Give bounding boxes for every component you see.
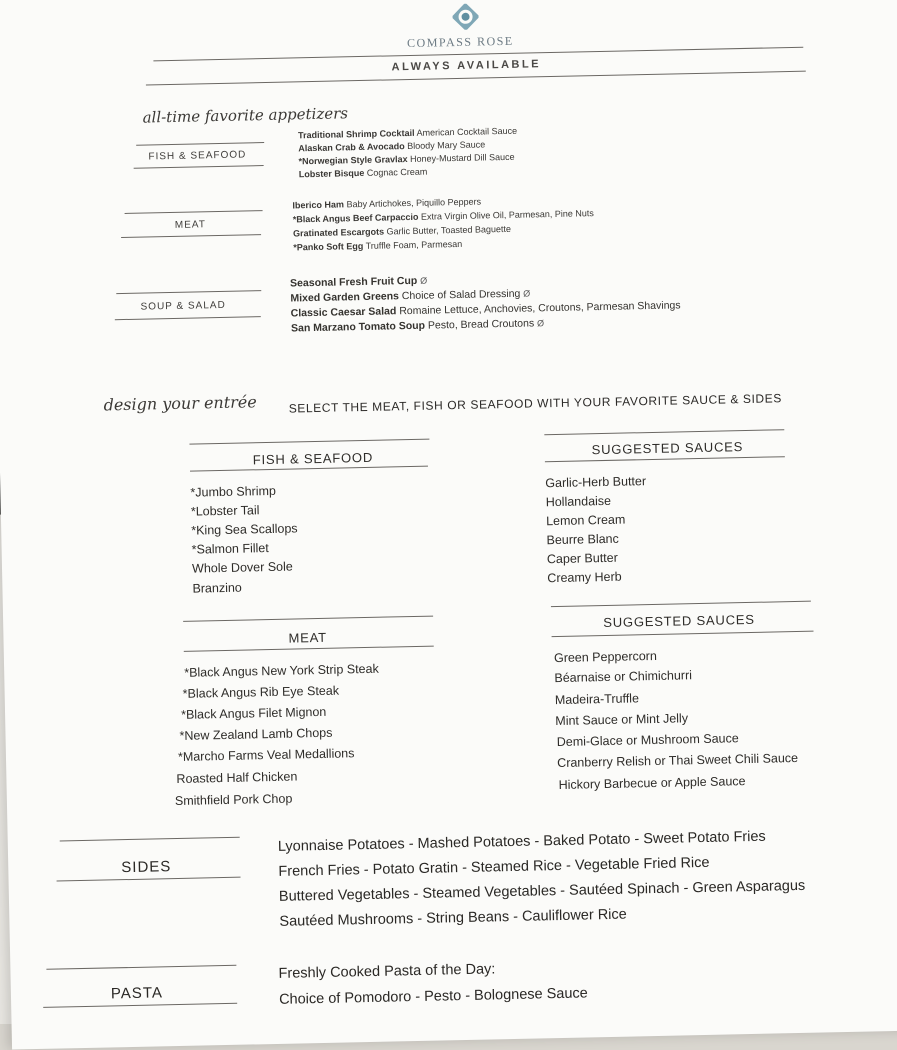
sauce-item: Madeira-Truffle — [554, 691, 640, 708]
sauce-item: Béarnaise or Chimichurri — [554, 668, 693, 686]
sides-line: French Fries - Potato Gratin - Steamed Rice - Vegetable Fried Rice — [278, 854, 710, 880]
divider — [125, 210, 263, 214]
menu-item: *Norwegian Style Gravlax Honey-Mustard Dill Sauce — [298, 151, 515, 167]
meat-item: Smithfield Pork Chop — [174, 791, 293, 809]
sauce-item: Hollandaise — [545, 493, 612, 510]
divider — [46, 965, 236, 970]
menu-item: Lobster Bisque Cognac Cream — [298, 166, 428, 180]
pasta-line: Freshly Cooked Pasta of the Day: — [278, 961, 496, 982]
divider — [551, 601, 811, 607]
sauce-item: Lemon Cream — [545, 512, 626, 529]
menu-item: Alaskan Crab & Avocado Bloody Mary Sauce — [298, 139, 486, 154]
sauce-item: Cranberry Relish or Thai Sweet Chili Sauce — [557, 750, 799, 771]
entree-title: design your entrée — [103, 392, 257, 415]
divider — [552, 631, 814, 637]
divider — [545, 456, 785, 462]
brand-name: COMPASS ROSE — [406, 33, 514, 51]
compass-rose-logo-icon — [452, 4, 479, 31]
sauce-item: Caper Butter — [546, 550, 618, 567]
sauce-item: Garlic-Herb Butter — [545, 474, 647, 491]
divider — [115, 316, 261, 320]
divider — [184, 646, 434, 652]
meat-header: MEAT — [288, 629, 328, 646]
divider — [190, 466, 428, 472]
sides-line: Buttered Vegetables - Steamed Vegetables - Sautéed Spinach - Green Asparagus — [278, 877, 806, 905]
meat-item: *Black Angus Rib Eye Steak — [182, 683, 340, 701]
meat-item: *Black Angus New York Strip Steak — [184, 661, 379, 680]
divider — [136, 142, 264, 146]
sauce-item: Mint Sauce or Mint Jelly — [555, 711, 689, 729]
menu-item: Mixed Garden Greens Choice of Salad Dressing Ø — [290, 287, 531, 305]
menu-item: Gratinated Escargots Garlic Butter, Toasted Baguette — [292, 223, 512, 239]
sauce-item: Hickory Barbecue or Apple Sauce — [558, 774, 746, 793]
sides-line: Lyonnaise Potatoes - Mashed Potatoes - Baked Potato - Sweet Potato Fries — [277, 828, 766, 855]
divider — [544, 429, 784, 435]
fish-item: *King Sea Scallops — [191, 521, 298, 538]
menu-item: San Marzano Tomato Soup Pesto, Bread Croutons Ø — [290, 317, 545, 335]
menu-item: *Black Angus Beef Carpaccio Extra Virgin Olive Oil, Parmesan, Pine Nuts — [292, 208, 594, 225]
divider — [60, 837, 240, 842]
vegetarian-icon: Ø — [523, 288, 531, 299]
appetizer-category-soup-salad: SOUP & SALAD — [140, 299, 226, 313]
divider — [134, 165, 264, 169]
menu-item: Iberico Ham Baby Artichokes, Piquillo Peppers — [292, 196, 482, 211]
vegetarian-icon: Ø — [420, 275, 428, 286]
divider — [57, 877, 241, 882]
fish-sauces-header: SUGGESTED SAUCES — [591, 439, 744, 458]
menu-item: Classic Caesar Salad Romaine Lettuce, Anchovies, Croutons, Parmesan Shavings — [290, 299, 681, 320]
meat-item: *Marcho Farms Veal Medallions — [177, 746, 355, 764]
divider — [189, 439, 429, 445]
meat-item: Roasted Half Chicken — [176, 769, 298, 787]
sauce-item: Green Peppercorn — [553, 648, 657, 666]
meat-sauces-header: SUGGESTED SAUCES — [603, 611, 755, 631]
sides-label: SIDES — [121, 858, 172, 877]
meat-item: *New Zealand Lamb Chops — [179, 725, 333, 743]
section-title: ALWAYS AVAILABLE — [391, 58, 542, 74]
fish-header: FISH & SEAFOOD — [252, 449, 374, 468]
fish-item: *Lobster Tail — [190, 503, 260, 519]
divider — [146, 71, 806, 86]
divider — [121, 234, 261, 238]
divider — [116, 290, 261, 294]
menu-item: *Panko Soft Egg Truffle Foam, Parmesan — [293, 238, 463, 253]
menu-item: Seasonal Fresh Fruit Cup Ø — [289, 274, 428, 290]
divider — [183, 616, 433, 622]
sides-line: Sautéed Mushrooms - String Beans - Cauliflower Rice — [279, 906, 627, 930]
appetizer-category-fish: FISH & SEAFOOD — [148, 149, 247, 163]
fish-item: *Salmon Fillet — [191, 541, 269, 557]
appetizer-category-meat: MEAT — [174, 219, 207, 231]
appetizers-title: all-time favorite appetizers — [142, 104, 349, 127]
pasta-line: Choice of Pomodoro - Pesto - Bolognese Sauce — [278, 985, 588, 1008]
sauce-item: Demi-Glace or Mushroom Sauce — [556, 731, 739, 750]
divider — [43, 1003, 237, 1008]
pasta-label: PASTA — [110, 984, 164, 1003]
sauce-item: Creamy Herb — [547, 569, 622, 586]
sauce-item: Beurre Blanc — [546, 531, 619, 548]
vegetarian-icon: Ø — [536, 318, 545, 329]
fish-item: Whole Dover Sole — [191, 559, 293, 576]
menu-item: Traditional Shrimp Cocktail American Cocktail Sauce — [297, 125, 518, 141]
fish-item: Branzino — [192, 580, 242, 596]
meat-item: *Black Angus Filet Mignon — [180, 704, 327, 722]
fish-item: *Jumbo Shrimp — [190, 483, 277, 500]
entree-instruction: SELECT THE MEAT, FISH OR SEAFOOD WITH YOUR FAVORITE SAUCE & SIDES — [288, 391, 783, 416]
